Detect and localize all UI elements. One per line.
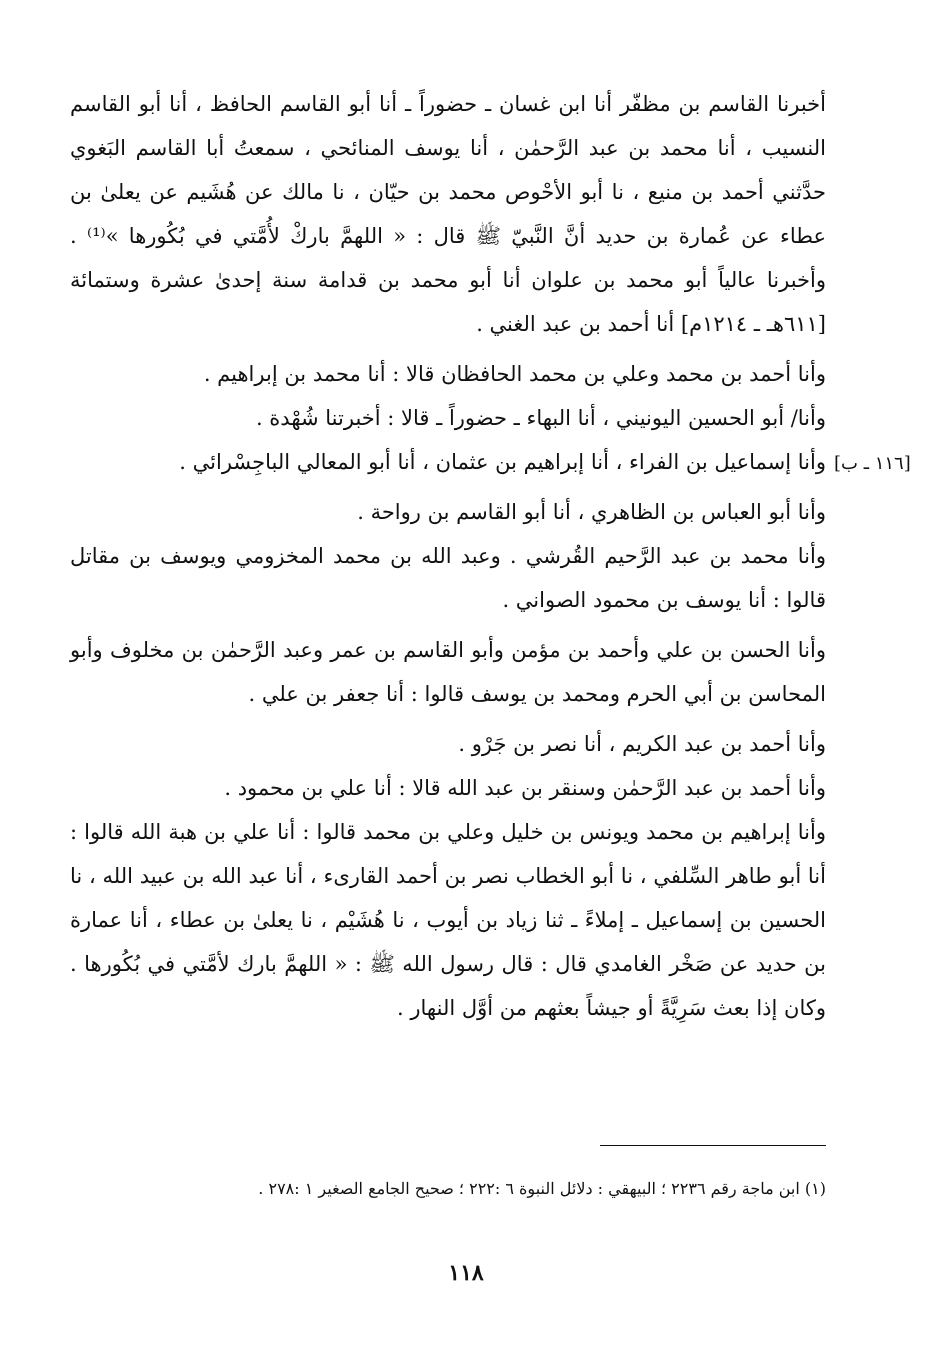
manuscript-folio-note: [١١٦ ـ ب] <box>834 453 911 474</box>
footnote-divider <box>600 1145 826 1146</box>
paragraph-1: أخبرنا القاسم بن مظفّر أنا ابن غسان ـ حضوراً ـ أنا أبو القاسم الحافظ ، أنا أبو القاسم النسيب ، أنا محمد بن عبد الرَّحمٰن ، أنا يوسف المنائحي ، سمعتُ أبا القاسم البَغوي حدَّثني أحمد بن منيع ، نا أبو الأحْوص محمد بن حيّان ، نا مالك عن هُشَيم عن يعلىٰ بن عطاء عن عُمارة بن حديد أنَّ النَّبيّ ﷺ قال : « اللهمَّ باركْ لأُمَّتي في بُكُورها »⁽¹⁾ . وأخبرنا عالياً أبو محمد بن علوان أنا أبو محمد بن قدامة سنة إحدىٰ عشرة وستمائة [٦١١هـ ـ ١٢١٤م] أنا أحمد بن عبد الغني . <box>70 92 826 336</box>
paragraph-6: وأنا محمد بن عبد الرَّحيم القُرشي . وعبد الله بن محمد المخزومي ويوسف بن مقاتل قالوا : أنا يوسف بن محمود الصواني . <box>70 544 826 612</box>
paragraph-2: وأنا أحمد بن محمد وعلي بن محمد الحافظان قالا : أنا محمد بن إبراهيم . <box>203 362 826 386</box>
paragraph-10: وأنا إبراهيم بن محمد ويونس بن خليل وعلي بن محمد قالوا : أنا علي بن هبة الله قالوا : أنا أبو طاهر السِّلفي ، نا أبو الخطاب نصر بن أحمد القارىء ، أنا عبد الله بن عبيد الله ، نا الحسين بن إسماعيل ـ إملاءً ـ ثنا زياد بن أيوب ، نا هُشَيْم ، نا يعلىٰ بن عطاء ، أنا عمارة بن حديد عن صَخْر الغامدي قال : قال رسول الله ﷺ : « اللهمَّ بارك لأمَّتي في بُكُورها . وكان إذا بعث سَرِيَّةً أو جيشاً بعثهم من أوَّل النهار . <box>70 820 826 1020</box>
footnote: (١) ابن ماجة رقم ٢٢٣٦ ؛ البيهقي : دلائل النبوة ٦ :٢٢٢ ؛ صحيح الجامع الصغير ١ :٢٧٨ . <box>258 1179 826 1198</box>
paragraph-9: وأنا أحمد بن عبد الرَّحمٰن وسنقر بن عبد الله قالا : أنا علي بن محمود . <box>224 776 826 800</box>
paragraph-4: وأنا إسماعيل بن الفراء ، أنا إبراهيم بن عثمان ، أنا أبو المعالي الباجِسْرائي . <box>179 450 826 474</box>
paragraph-5: وأنا أبو العباس بن الظاهري ، أنا أبو القاسم بن رواحة . <box>357 500 826 524</box>
paragraph-8: وأنا أحمد بن عبد الكريم ، أنا نصر بن جَرْو . <box>458 732 826 756</box>
paragraph-7: وأنا الحسن بن علي وأحمد بن مؤمن وأبو القاسم بن عمر وعبد الرَّحمٰن بن مخلوف وأبو المحاسن بن أبي الحرم ومحمد بن يوسف قالوا : أنا جعفر بن علي . <box>70 638 826 706</box>
main-text <box>70 82 826 1030</box>
page-number: ١١٨ <box>448 1260 484 1286</box>
paragraph-3: وأنا/ أبو الحسين اليونيني ، أنا البهاء ـ حضوراً ـ قالا : أخبرتنا شُهْدة . <box>255 406 826 430</box>
